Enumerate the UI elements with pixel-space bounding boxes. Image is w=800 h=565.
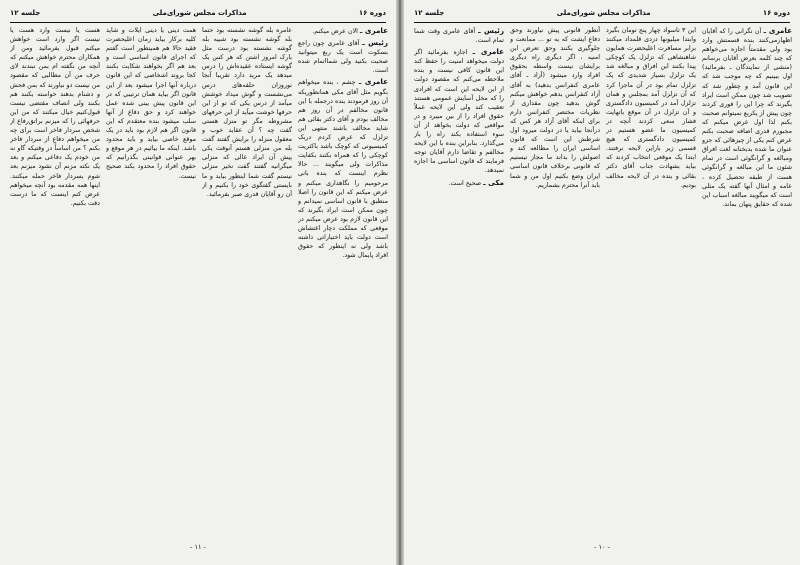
- paragraph-text: عامره بله گوشه نشسته بود حتما بله گوشه نشسته بود شبیه بله گوشه نشسته بود درست مثل بارک امروز اشتن که هر کس یک گوشه ایستاده عقیده‌اش را درس میدهد یک مرید دارد تقریبا آنجا نوروزان حلقه‌های درس می‌نشست و گوش میداد خوشش میآمد از درس یکی که تو از این حرفها خوشت میآید از این حرفهای مشروطه مگر تو منزل هستی گفت چه ؟ آن عقاید خوب و معقول منزله را برایش گفتند گفت بله من منزلی هستم آنوقت یکی پیش آن ایراد عالی که منزلی میگرانیه گفتند گفت نخیر منزلی نیستم گفت شما اینطور بیاید و ما بایستی گفتگوی خود را بکنیم و از آن رو آقایان قدری صبر بفرمائید.: [202, 27, 292, 198]
- term-label: دوره ۱۶: [762, 9, 790, 17]
- paragraph: [414, 26, 504, 45]
- paragraph: [606, 26, 696, 190]
- right-page: [404, 0, 800, 565]
- text-columns: [10, 26, 388, 535]
- session-label: جلسه ۱۲: [10, 9, 41, 17]
- speaker-name: عامری ـ: [358, 77, 388, 87]
- text-column: [414, 26, 504, 535]
- paragraph: [414, 47, 504, 175]
- text-column: [702, 26, 792, 535]
- text-column: [10, 26, 100, 535]
- page-header: [10, 6, 386, 20]
- page-header: [414, 6, 790, 20]
- header-rule: [414, 22, 790, 23]
- text-column: [298, 26, 388, 535]
- text-column: [202, 26, 292, 535]
- page-number: - ۱۰ -: [594, 543, 610, 551]
- paragraph-text: هست یا نیست وارد هست یا نیست اگر وارد است خواهش میکنم قبول بفرمائید ومن از همکاران محترم خواهش میکنم که آنچه من نگفته ام بمن نبندند لای حرف من آن مطالبی که مقصود من نیست دو نیاورند که بمن فحش و دشنام بدهند خواسته بکنند هم بکنند ولی انصاف مقتضی نیست قبول‌کنیم خیال میکنند که من این حرفهائی را که میزنم براتق‌رفاع از شخص سردار فاخر است برای چه من میخواهم دفاع از سردار فاخر بکنم ؟ من اساساً در وقتیکه گاو نه من خودم یک دفاعی میکنم و بعد یک نکته مزنم آن نشود میزنم بعد شوم بسردار فاخر حمله میکنند. اینها همه مقدمه بود آنچه میخواهم عرض کنم اینست که ما درست دقت بکنیم.: [10, 27, 100, 207]
- text-column: [510, 26, 600, 535]
- paragraph-text: الان عرض میکنم.: [312, 28, 358, 35]
- text-columns: [414, 26, 792, 535]
- paragraph-text: آقای عامری چون راجع بسکوت است یک ربع میتوانید صحبت بکنید ولی شمااتمام شده است.: [298, 40, 388, 75]
- paragraph: [298, 38, 388, 75]
- left-page: [0, 0, 396, 565]
- publication-title: مذاکرات مجلس شورای‌ملی: [152, 9, 247, 17]
- speaker-name: مکی ـ: [483, 177, 504, 187]
- publication-title: مذاکرات مجلس شورای‌ملی: [556, 9, 651, 17]
- paragraph-text: صحیح است.: [448, 179, 482, 187]
- header-rule: [10, 22, 386, 23]
- paragraph: [202, 26, 292, 199]
- paragraph-text: آنطور قانونی پیش نیاورند وحق دفاع ایشت که به تو ... ممانعت و جلوگیری بکنند وحق تعرض این امنیه ، اگر دیگری راه دیگری برایشان نیست واسطه بحقوق افراد وارد میشود (آزاد ـ آقای عامری کنفرانس بدهید) به آقای آزاد کنفرانس بدهم خواهش میکنم گوش بدهید چون مقداری از نظریات مختصر کنفرانس دارم برای اینکه آقای آزاد هر کس که درآنجا بیاید یا در دولت میرود اول شرطش این است که قانون اساسی ایران را مطالعه کند و اصولش را بداند ما مجاز نیستیم که قانونی برخلاف قانون اساسی ایران وضع بکنیم اول من و شما باید آنرا محترم بشماریم.: [510, 27, 600, 189]
- text-column: [606, 26, 696, 535]
- term-label: دوره ۱۶: [358, 9, 386, 17]
- paragraph: [702, 26, 792, 209]
- paragraph-text: آن نگرانی را که آقایان اظهارمی‌کنند بنده قسمتش وارد بود ولی مقدمتاً اجازه می‌خواهم که چند کلمه بعرض آقایان برسانم (منشی از نمایندگان ـ بفرمائید) اول ببینیم که چه موجب شد که این قانون آمد و چطور شد که تصویب شد چون ممکن است ایراد بگیرند که چرا این را فوری کردند چون پیش از یکربع نمیتوانم صحبت بکنم لذا اول عرض میکنم که مجبورم قدری اضافه صحبت بکنم عرض کنم یکی از چیزهائی که جزو عنوان ما شده بدبختانه لغت افراق ومبالغه و گرانگوئی است در تمام شئون ما این مبالغه و گرانگوئی هست از طبقه تحصیل کرده ، عامه و امثال آنها گفته یک مثلی است که میگویند مبالغه اسباب این شده که حقایق پنهان بماند.: [702, 28, 792, 208]
- paragraph-text: آقای عامری وقت شما تمام است.: [414, 28, 504, 45]
- text-column: [106, 26, 196, 535]
- session-label: جلسه ۱۲: [414, 9, 445, 17]
- paragraph: [298, 77, 388, 260]
- paragraph: [10, 26, 100, 208]
- paragraph-text: همت دینی یا دینی ایلات و شاید کلیه برکار بیاید زمان اعلیحضرت فقید حالا هم همینطور است گفتم که اجرای قانون اساسی است و بعد هم اگر بخواهند شکایت بکنند کجا بروند اشخاصی که این قانون درباره آنها اجرا میشود بعد از این قانون اگر بیاید همان ترتیبی که در این قانون پیش بینی شده عمل خواهند کرد و حق دفاع از آنها سلب میشود بنده معتقدم که این قانون اگر هم لازم بود باید در یک موقع خاصی بیاید و باید محدود باشد. اینکه ما بیائیم در هر موقع و بهر عنوانی قوانینی بگذرانیم که حقوق افراد را محدود بکند صحیح نیست.: [106, 27, 196, 180]
- speaker-name: عامری ـ: [472, 47, 504, 57]
- paragraph: [106, 26, 196, 181]
- page-number: - ۱۱ -: [190, 543, 206, 551]
- speaker-name: عامری ـ: [763, 26, 792, 35]
- paragraph-text: این ۳ تاسواد چهار پنج تومان بگیرد وابتدا میلیونها دزدی قلمداد میکنند برابر مسافرت اعلیحضرت همایون شاهنشاهی که تزلزل یک کوچکی پیدا بکنند این افراق و مبالغه شد یک تزلزل بسیار شدیدی که یک تزلزل تمام بود در آن ماجرا کرد که آن تزلزل آمد بمجلس و همان تزلزل آمد در کمیسیون دادگستری و آن تزلزل در آن موقع باتهایت فشار سعی کردند آنچه در کمیسیون ما عضو هستیم در کمیسیون دادگستری که هیچ قسمی زیر باراین لایحه نرفتند. ابتدا یک موقعی انتخاب کردند که بیاید بشهادت جناب آقای دکتر بقائی و بنده در آن لایحه مخالف بودیم.: [606, 27, 696, 189]
- speaker-name: رئیس ـ: [478, 26, 504, 35]
- speaker-name: عامری ـ: [359, 26, 388, 35]
- paragraph: [414, 178, 504, 188]
- paragraph: [510, 26, 600, 190]
- book-spine: [396, 0, 404, 565]
- paragraph-text: چشم ، بنده میخواهم بگویم مثل آقای مکی همانطوریکه آن روز فرمودند بنده درجمله با این قانون مخالفم در آن روز هم مخالف بودم و آقای دکتر بقائی هم شاید مخالف باشند منتهی این تزلزل که عرض کردم دربک کمیسیونی که کوچک باشد باکثریت کوچکی را که همراه بکنند بکفایت مذاکرات ولی میگویند ... حالا نظرم اینست که بنده بانی مرحومیم را نگاهداری میکنم و عرض میکنم که این قانون را اصلا منطبق با قانون اساسی نمیدانم و چون ممکن است ایراد بگیرند که این قانون لازم بود عرض میکنم در موقعی که مملکت دچار اغتشاش است دولت باید اختیاراتی داشته باشد ولی نه اینطور که حقوق افراد پایمال شود.: [298, 79, 388, 260]
- paragraph-text: اجازه بفرمائید اگر دولت میخواهد امنیت را حفظ کند این قانون کافی نیست و بنده ملاحظه می‌کنم که مقصود دولت از این لایحه این است که افرادی را که مخل آسایش عمومی هستند تعقیب کند ولی این لایحه عملاً حقوق افراد را از بین میبرد و در مواقعی که دولت بخواهد از آن سوء استفاده بکند راه را باز می‌گذارد. بنابراین بنده با این لایحه مخالفم و تقاضا دارم آقایان توجه فرمایند که قانون اساسی ما اجازه نمیدهد.: [414, 49, 504, 175]
- paragraph: [298, 26, 388, 36]
- speaker-name: رئیس ـ: [362, 38, 388, 48]
